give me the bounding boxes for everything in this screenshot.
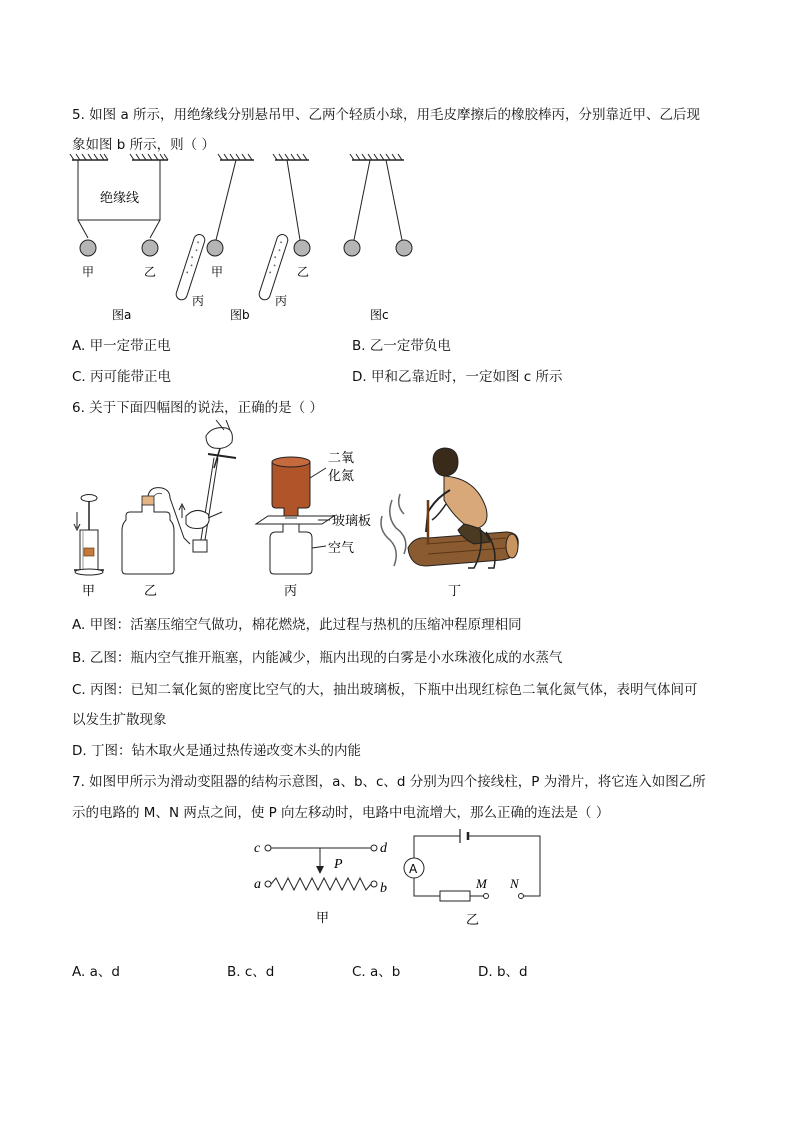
q7-label-jia: 甲: [316, 911, 330, 926]
q5-label-fig-b: 图b: [230, 308, 250, 322]
q6-label-bing: 丙: [284, 584, 298, 599]
q5-option-d[interactable]: D. 甲和乙靠近时，一定如图 c 所示: [352, 369, 563, 385]
terminal-m-label: M: [476, 876, 487, 891]
fire-syringe-jia: [74, 495, 104, 600]
q6-label-ding: 丁: [448, 584, 462, 599]
q6-figure: [66, 420, 536, 605]
q6-option-b[interactable]: B. 乙图：瓶内空气推开瓶塞，内能减少，瓶内出现的白雾是小水珠液化成的水蒸气: [72, 650, 563, 666]
q6-label-yi: 乙: [144, 584, 158, 599]
q6-label-no2-2: 化氮: [328, 469, 355, 484]
ball-right-c: [396, 240, 412, 256]
q5-option-b[interactable]: B. 乙一定带负电: [352, 338, 451, 354]
q5-insulating-wire-label: 绝缘线: [100, 191, 140, 206]
terminal-b-label: b: [380, 881, 387, 896]
q5-fig-c: [344, 154, 412, 322]
q6-option-a[interactable]: A. 甲图：活塞压缩空气做功，棉花燃烧，此过程与热机的压缩冲程原理相同: [72, 617, 522, 633]
q7-stem-line1: 7. 如图甲所示为滑动变阻器的结构示意图，a、b、c、d 分别为四个接线柱，P 为滑片，将它连入如图乙所: [72, 774, 706, 790]
drilling-wood-ding: [381, 448, 518, 599]
terminal-d: [371, 845, 377, 851]
q6-label-glass: 玻璃板: [332, 514, 372, 529]
terminal-n-label: N: [510, 876, 519, 891]
terminal-a-label: a: [254, 877, 261, 892]
terminal-d-label: d: [380, 841, 387, 856]
terminal-n: [519, 894, 524, 899]
terminal-m: [484, 894, 489, 899]
q5-fig-a: [70, 154, 168, 322]
resistor: [440, 891, 470, 901]
slider-p-label: P: [334, 857, 343, 872]
q6-option-c-line2[interactable]: 以发生扩散现象: [72, 712, 167, 728]
q7-option-a[interactable]: A. a、d: [72, 964, 120, 980]
rod-bing-2: [258, 233, 289, 301]
q5-stem-line2: 象如图 b 所示，则（ ）: [72, 137, 215, 153]
bottle-pump-yi: [122, 420, 236, 599]
q5-fig-b: [175, 154, 310, 322]
q6-stem: 6. 关于下面四幅图的说法，正确的是（ ）: [72, 400, 323, 416]
ball-jia-b: [207, 240, 223, 256]
q5-label-yi-b: 乙: [297, 265, 310, 279]
terminal-b: [371, 881, 377, 887]
q5-label-yi-a: 乙: [144, 265, 157, 279]
q5-figure: [60, 152, 440, 327]
ball-left-c: [344, 240, 360, 256]
q7-stem-line2: 示的电路的 M、N 两点之间，使 P 向左移动时，电路中电流增大，那么正确的连法是（ ）: [72, 805, 610, 821]
ball-jia: [80, 240, 96, 256]
q5-label-jia-a: 甲: [82, 265, 95, 279]
q7-label-yi: 乙: [466, 913, 480, 928]
q5-label-jia-b: 甲: [211, 265, 224, 279]
terminal-c: [265, 845, 271, 851]
q6-label-no2-1: 二氧: [328, 451, 355, 466]
terminal-a: [265, 881, 271, 887]
ball-yi: [142, 240, 158, 256]
q5-option-a[interactable]: A. 甲一定带正电: [72, 338, 171, 354]
rheostat-jia: [254, 841, 388, 926]
q7-option-d[interactable]: D. b、d: [478, 964, 528, 980]
q5-label-bing-b2: 丙: [275, 294, 288, 308]
ammeter-label: A: [409, 862, 418, 876]
q6-label-air: 空气: [328, 541, 355, 556]
rod-bing-1: [175, 233, 206, 301]
q5-label-fig-c: 图c: [370, 308, 389, 322]
q7-figure: [248, 828, 548, 930]
q7-option-b[interactable]: B. c、d: [227, 964, 275, 980]
q6-option-c-line1[interactable]: C. 丙图：已知二氧化氮的密度比空气的大，抽出玻璃板，下瓶中出现红棕色二氧化氮气体，表明气体间可: [72, 682, 698, 698]
terminal-c-label: c: [254, 841, 261, 856]
q5-option-c[interactable]: C. 丙可能带正电: [72, 369, 172, 385]
q5-stem-line1: 5. 如图 a 所示，用绝缘线分别悬吊甲、乙两个轻质小球，用毛皮摩擦后的橡胶棒丙，分别靠近甲、乙后现: [72, 107, 701, 123]
q6-label-jia: 甲: [82, 584, 96, 599]
ball-yi-b: [294, 240, 310, 256]
q6-option-d[interactable]: D. 丁图：钻木取火是通过热传递改变木头的内能: [72, 743, 361, 759]
diffusion-bottles-bing: [256, 451, 371, 599]
circuit-yi: [404, 829, 540, 928]
q5-label-bing-b1: 丙: [192, 294, 205, 308]
q5-label-fig-a: 图a: [112, 308, 132, 322]
q7-option-c[interactable]: C. a、b: [352, 964, 401, 980]
